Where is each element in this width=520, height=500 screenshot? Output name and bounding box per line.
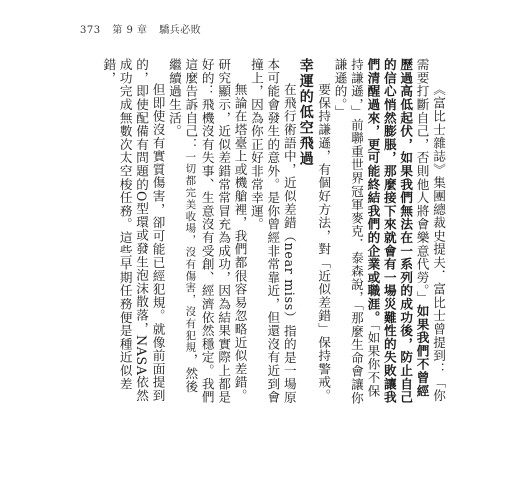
paragraph-4-tail: ，然後繼續過生活。	[166, 58, 199, 394]
paragraph-1-quote: 「如果你不保持謙遜，」前聯重世界冠軍麥克．泰森說，「那麼生命會讓你謙遜的。」	[332, 58, 381, 405]
section-heading: 幸運的低空飛過	[297, 58, 314, 167]
paragraph-4-inner-thought: 一切都完美收場，沒有傷害，沒有犯規	[184, 151, 197, 354]
page-number: 373	[80, 25, 101, 36]
paragraph-4	[166, 58, 248, 406]
paragraph-4-text: 無論在塔臺上或機艙裡，我們都很容易忽略近似差錯。研究顯示，近似差錯常常冒充為成功，因為結果實際上都是好的：飛機沒有失事、生意沒有受創、經濟依然穩定。我們這麼告訴自己：	[183, 58, 248, 404]
page-body-text	[79, 58, 446, 406]
paragraph-1	[331, 58, 446, 406]
paragraph-2: 要保持謙遜，有個好方法，對「近似差錯」保持警戒。	[316, 83, 332, 403]
paragraph-3: 在飛行術語中，近似差錯（near miss）指的是一場原本可能會發生的意外。是你曾經非常靠近，但還沒有近到會撞上，因為你正好非常幸運。	[248, 58, 297, 405]
paragraph-1-text: 《富比士雜誌》集團總裁史提夫．富比士曾提到：「你需要打斷自己，否則他人將會樂意代勞。」	[414, 58, 446, 403]
paragraph-5: 但即使沒有實質傷害，卻可能已經犯規。就像前面提到的，即使配備有問題的O型環或發生泡沫散落，NASA依然成功完成無數次太空梭任務。這些早期任務便是種近似差錯，	[101, 58, 166, 403]
running-header	[80, 21, 201, 36]
paragraph-1-emphasis: 如果我們不曾經歷過高低起伏，如果我們無法在一系列的成功後，防止自己的信心悄然膨脹，那麼接下來就會有一場災難性的失敗讓我們清醒過來，更可能終結我們的企業或職涯。	[365, 58, 430, 404]
chapter-label: 第 9 章	[112, 25, 148, 36]
chapter-title: 驕兵必敗	[159, 25, 202, 36]
